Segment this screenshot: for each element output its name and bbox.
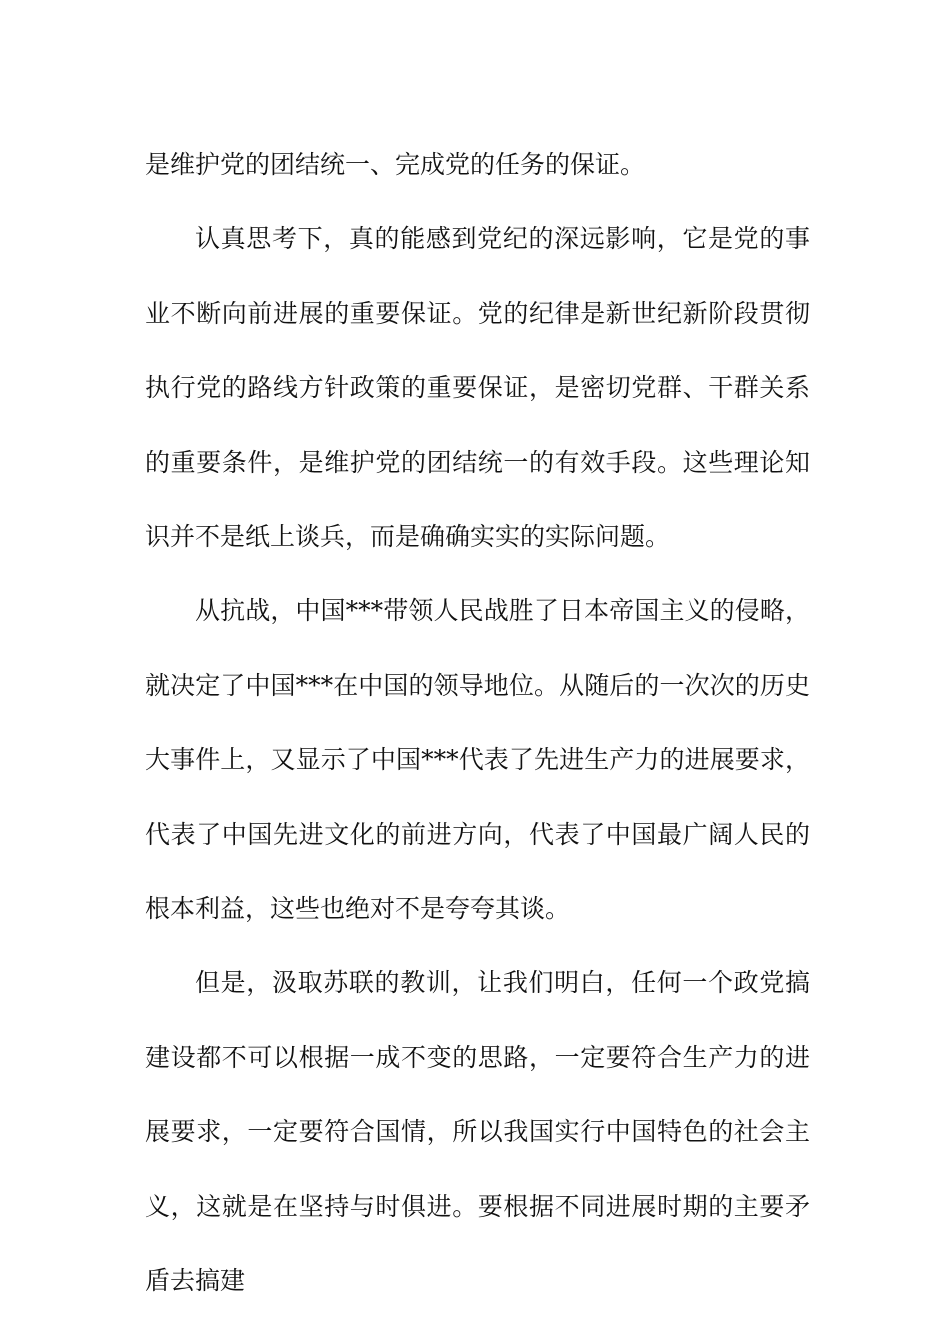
document-body (145, 128, 810, 1319)
paragraph-2: 认真思考下，真的能感到党纪的深远影响，它是党的事业不断向前进展的重要保证。党的纪律是新世纪新阶段贯彻执行党的路线方针政策的重要保证，是密切党群、干群关系的重要条件，是维护党的团结统一的有效手段。这些理论知识并不是纸上谈兵，而是确确实实的实际问题。 (145, 224, 810, 552)
paragraph-4: 但是，汲取苏联的教训，让我们明白，任何一个政党搞建设都不可以根据一成不变的思路，一定要符合生产力的进展要求，一定要符合国情，所以我国实行中国特色的社会主义，这就是在坚持与时俱进。要根据不同进展时期的主要矛盾去搞建 (145, 968, 810, 1296)
paragraph-1: 是维护党的团结统一、完成党的任务的保证。 (145, 150, 646, 179)
paragraph-3: 从抗战，中国***带领人民战胜了日本帝国主义的侵略，就决定了中国***在中国的领导地位。从随后的一次次的历史大事件上，又显示了中国***代表了先进生产力的进展要求，代表了中国先进文化的前进方向，代表了中国最广阔人民的根本利益，这些也绝对不是夸夸其谈。 (145, 596, 810, 924)
